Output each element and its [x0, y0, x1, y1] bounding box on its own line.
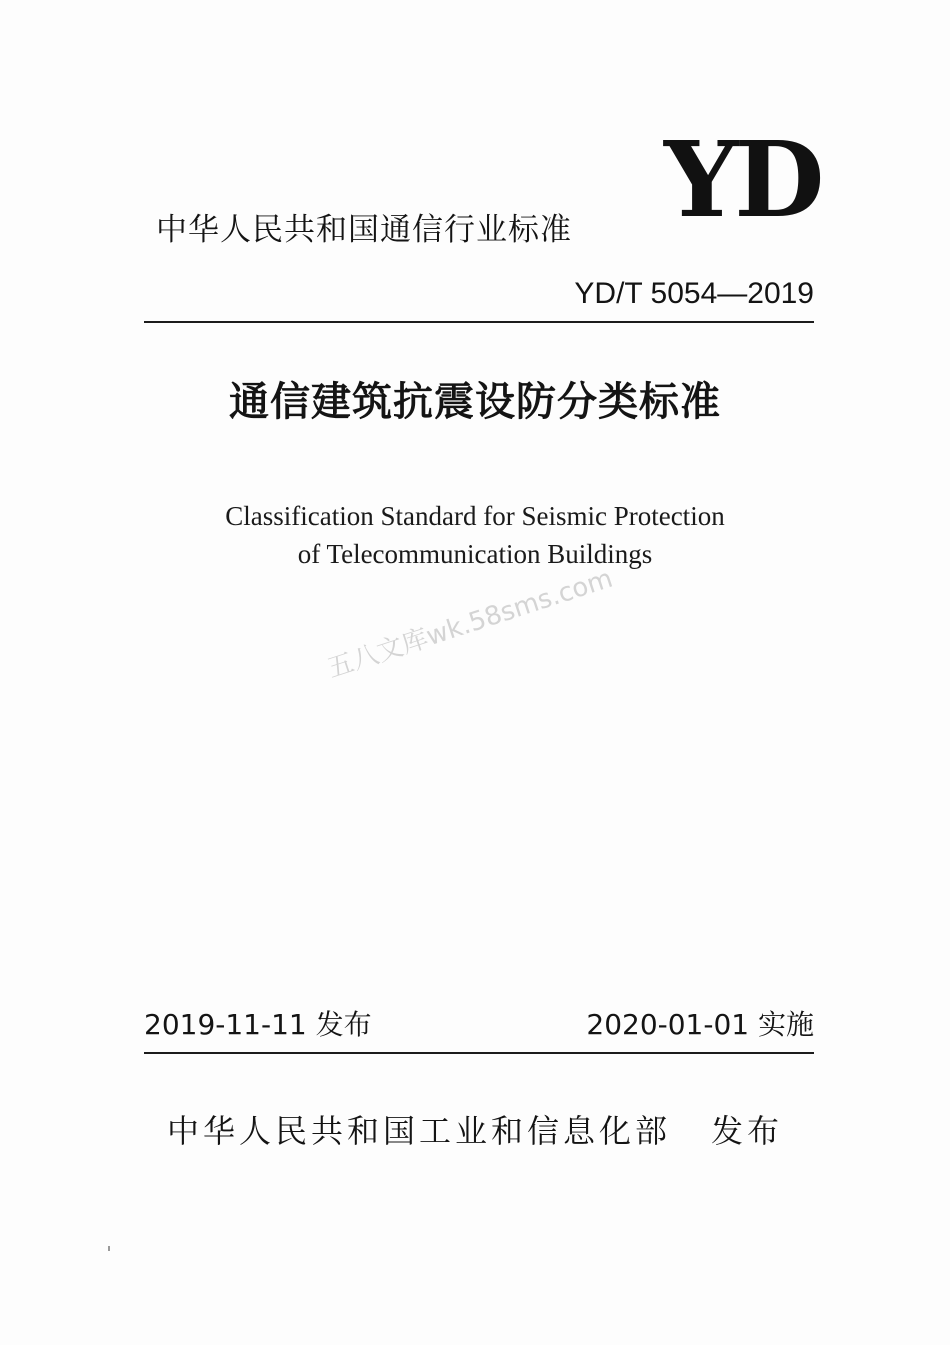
title-chinese: 通信建筑抗震设防分类标准 — [229, 378, 721, 425]
title-english-line1: Classification Standard for Seismic Protection — [225, 501, 725, 531]
scan-speck — [108, 1246, 110, 1251]
publisher-line — [0, 1112, 950, 1150]
yd-logo: YD — [664, 118, 821, 241]
standard-code: YD/T 5054—2019 — [574, 277, 814, 310]
top-divider — [144, 321, 814, 323]
title-english-line2: of Telecommunication Buildings — [297, 539, 653, 569]
issue-date: 2019-11-11 发布 — [144, 1008, 372, 1041]
watermark: 五八文库wk.58sms.com — [323, 563, 617, 685]
bottom-divider — [144, 1052, 814, 1054]
publisher-action: 发布 — [711, 1112, 784, 1150]
implementation-date: 2020-01-01 实施 — [586, 1008, 814, 1041]
industry-standard-label: 中华人民共和国通信行业标准 — [156, 212, 572, 248]
publisher-name: 中华人民共和国工业和信息化部 — [166, 1112, 671, 1150]
